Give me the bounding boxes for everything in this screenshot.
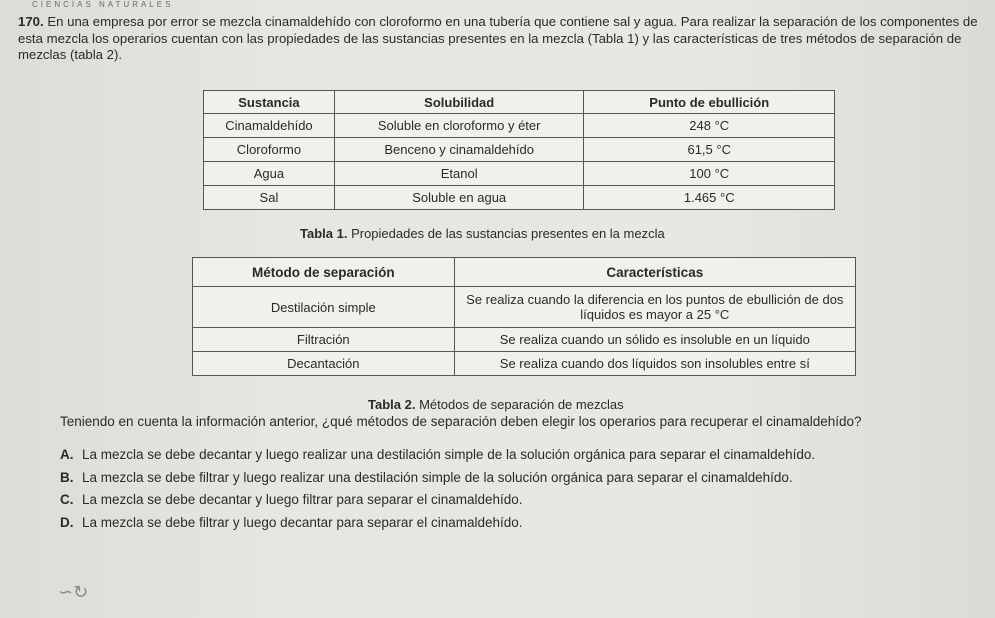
solubility-cell: Soluble en cloroformo y éter (334, 114, 584, 138)
characteristic-cell: Se realiza cuando la diferencia en los puntos de ebullición de dos líquidos es mayor a 25 °C (454, 287, 855, 328)
table-header-cell: Método de separación (193, 258, 455, 287)
table-row (204, 114, 835, 138)
table-row (193, 287, 856, 328)
solubility-cell: Etanol (334, 162, 584, 186)
option-letter: D. (60, 514, 74, 530)
option-text: La mezcla se debe decantar y luego realizar una destilación simple de la solución orgánica para separar el cinamaldehído. (82, 447, 816, 462)
table-header-cell: Punto de ebullición (584, 91, 835, 114)
table-header-row (204, 91, 835, 114)
question-prompt: Teniendo en cuenta la información anterior, ¿qué métodos de separación deben elegir los operarios para recuperar el cinamaldehído? (60, 414, 862, 429)
solubility-cell: Benceno y cinamaldehído (334, 138, 584, 162)
characteristic-cell: Se realiza cuando dos líquidos son insolubles entre sí (454, 352, 855, 376)
pencil-scribble-icon: ∽↻ (58, 582, 89, 602)
solubility-cell: Soluble en agua (334, 186, 584, 210)
table-row (204, 186, 835, 210)
substance-cell: Cinamaldehído (204, 114, 335, 138)
section-header: CIENCIAS NATURALES (32, 0, 174, 9)
method-cell: Decantación (193, 352, 455, 376)
answer-option-c[interactable] (60, 492, 980, 515)
answer-option-a[interactable] (60, 447, 980, 470)
substance-cell: Sal (204, 186, 335, 210)
table-row (193, 352, 856, 376)
table2-caption-label: Tabla 2. (368, 397, 416, 412)
method-cell: Filtración (193, 328, 455, 352)
option-text: La mezcla se debe filtrar y luego decantar para separar el cinamaldehído. (82, 514, 523, 530)
characteristic-cell: Se realiza cuando un sólido es insoluble en un líquido (454, 328, 855, 352)
table-header-cell: Solubilidad (334, 91, 584, 114)
table-row (204, 138, 835, 162)
boiling-point-cell: 100 °C (584, 162, 835, 186)
option-letter: C. (60, 492, 74, 507)
option-letter: B. (60, 469, 74, 485)
answer-option-d[interactable] (60, 515, 980, 538)
properties-table (203, 90, 835, 210)
methods-table (192, 257, 856, 376)
table-header-cell: Características (454, 258, 855, 287)
method-cell: Destilación simple (193, 287, 455, 328)
table-header-cell: Sustancia (204, 91, 335, 114)
question-intro-text: En una empresa por error se mezcla cinamaldehído con cloroformo en una tubería que contiene sal y agua. Para realizar la separación de los componentes de esta mezcla los operarios cuentan con las propiedades de las sustancias presentes en la mezcla (Tabla 1) y las características de tres métodos de separación de mezclas (tabla 2). (18, 14, 978, 62)
table1-caption-text: Propiedades de las sustancias presentes en la mezcla (351, 226, 665, 241)
answer-option-b[interactable] (60, 470, 980, 493)
option-text: La mezcla se debe filtrar y luego realizar una destilación simple de la solución orgánica para separar el cinamaldehído. (82, 469, 793, 485)
table2-caption-text: Métodos de separación de mezclas (419, 397, 624, 412)
substance-cell: Agua (204, 162, 335, 186)
table-row (193, 328, 856, 352)
question-number: 170. (18, 14, 44, 29)
table1-caption-label: Tabla 1. (300, 226, 348, 241)
boiling-point-cell: 1.465 °C (584, 186, 835, 210)
table2-caption (368, 397, 624, 412)
option-letter: A. (60, 447, 74, 462)
table-row (204, 162, 835, 186)
question-intro (18, 14, 988, 64)
table1-caption (300, 226, 665, 241)
option-text: La mezcla se debe decantar y luego filtrar para separar el cinamaldehído. (82, 492, 523, 507)
answer-options (60, 447, 980, 537)
substance-cell: Cloroformo (204, 138, 335, 162)
boiling-point-cell: 61,5 °C (584, 138, 835, 162)
boiling-point-cell: 248 °C (584, 114, 835, 138)
table-header-row (193, 258, 856, 287)
